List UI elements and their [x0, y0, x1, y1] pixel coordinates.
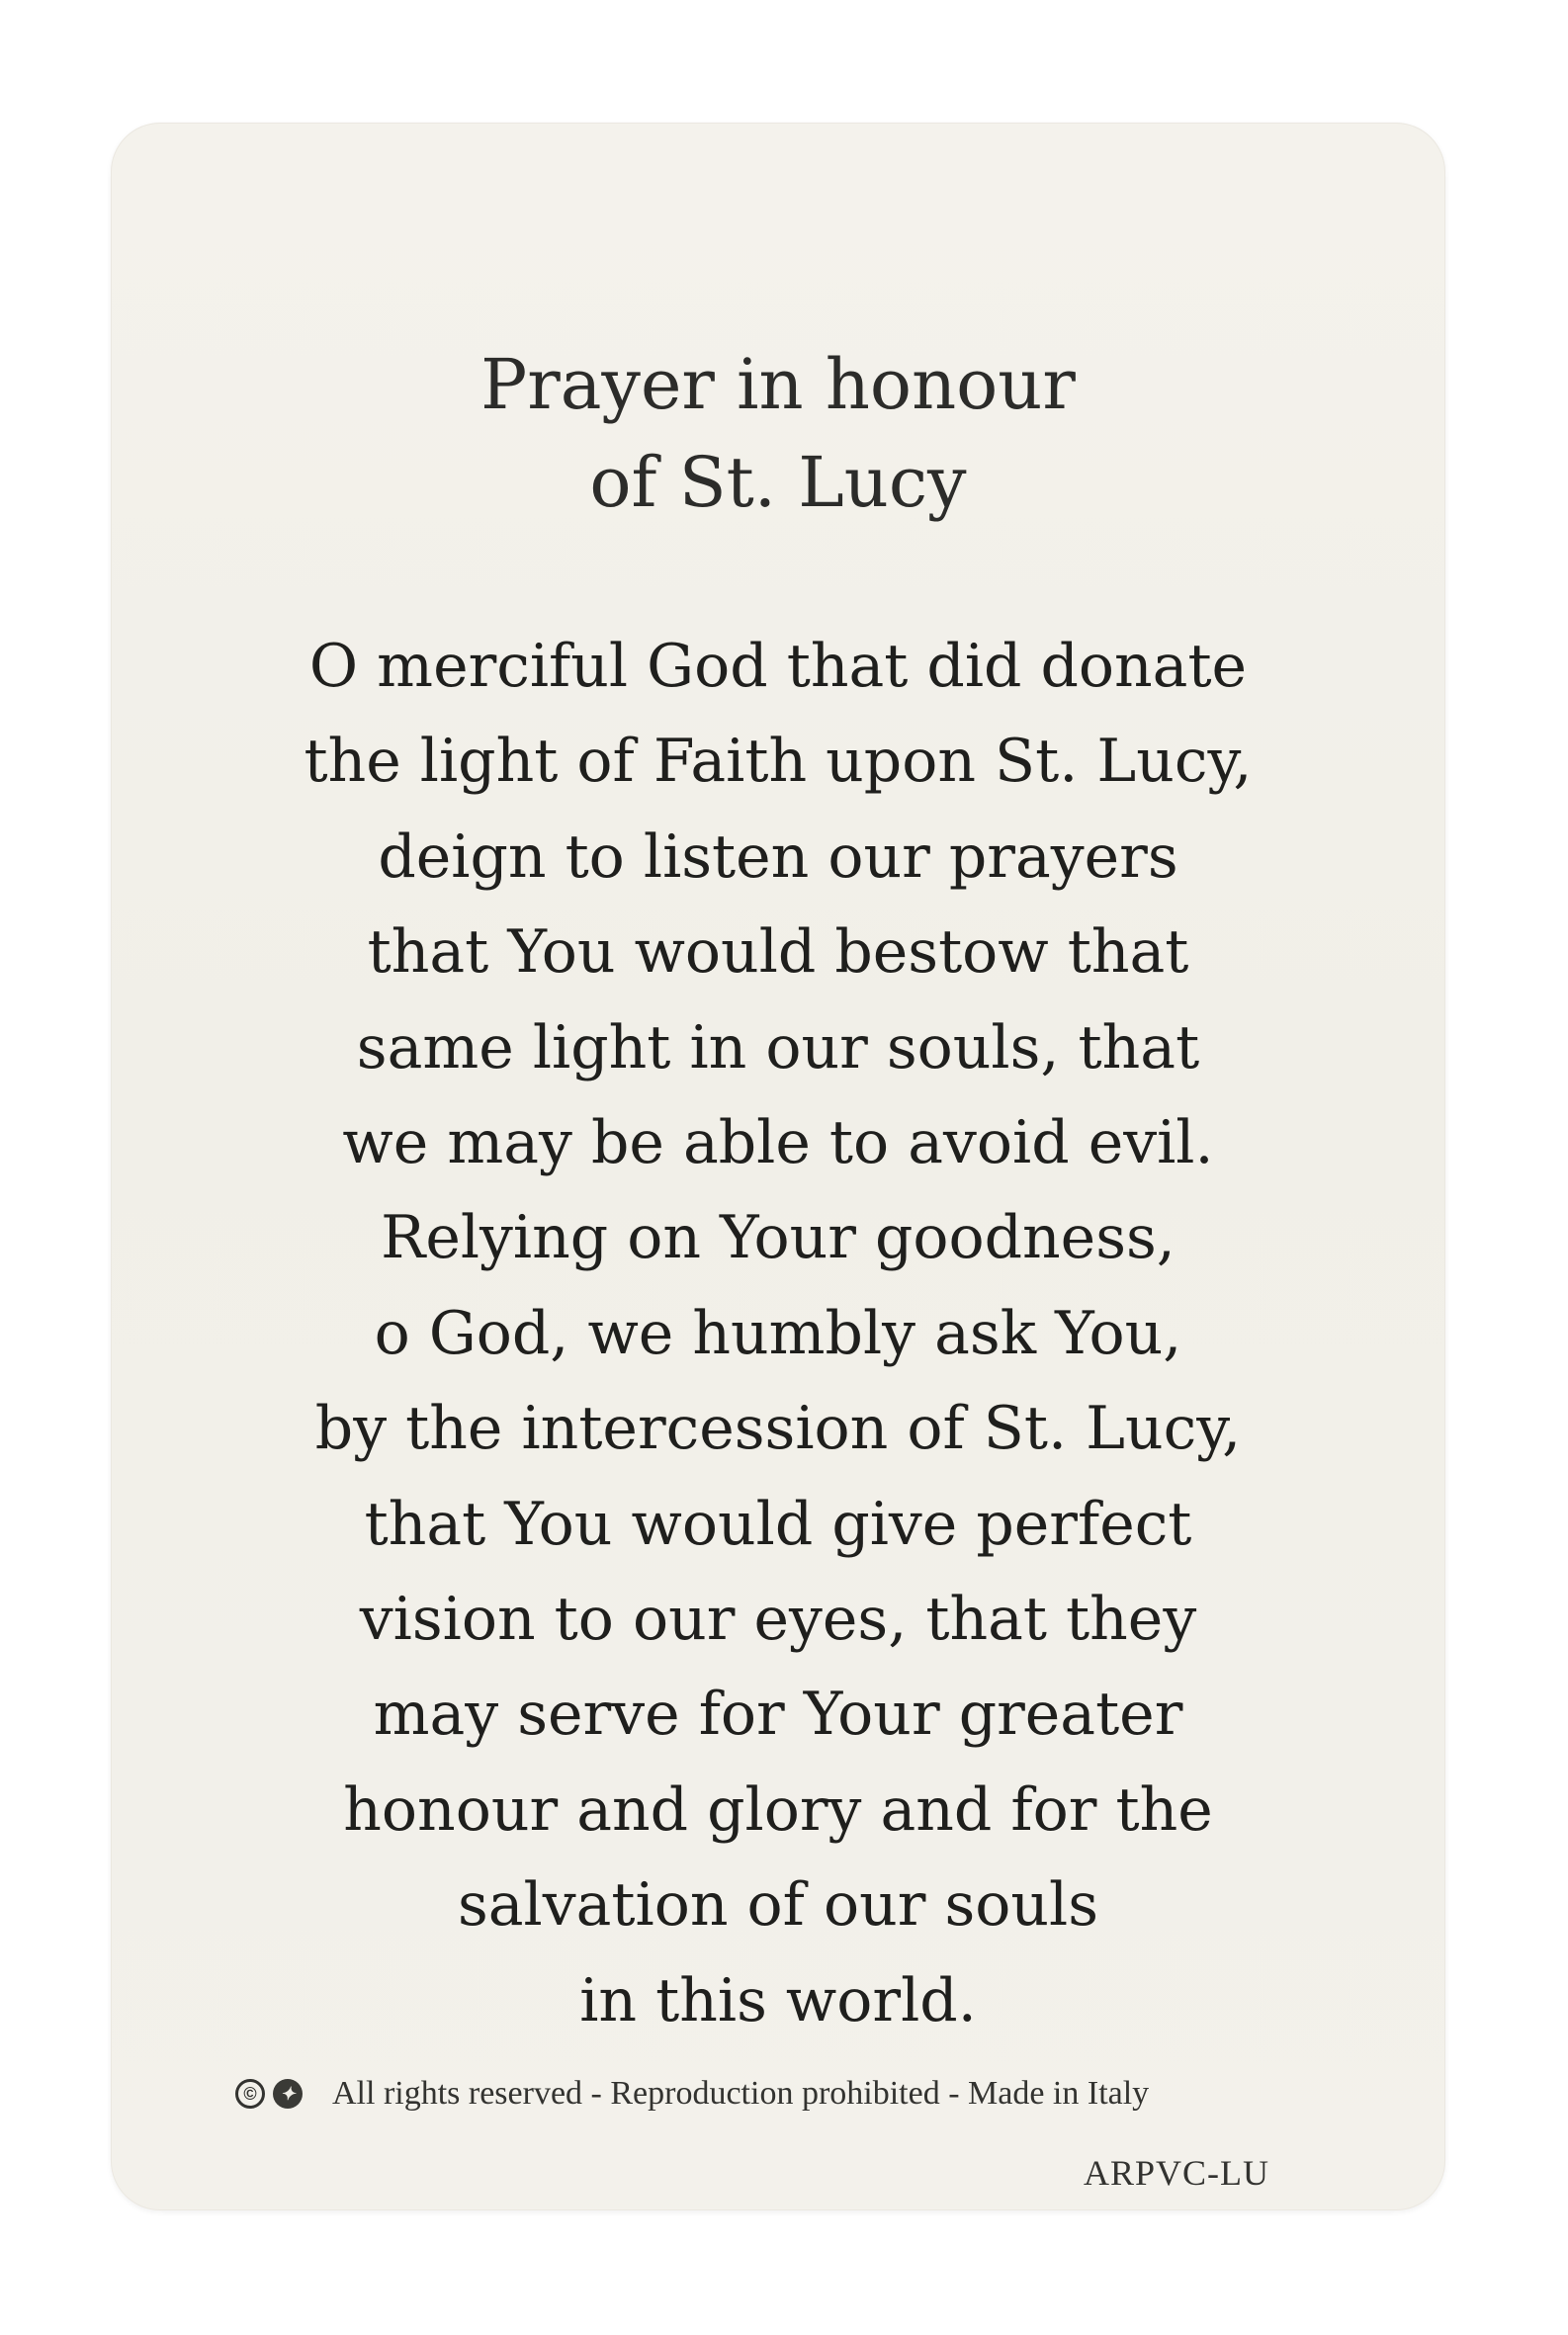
prayer-line: may serve for Your greater [373, 1680, 1183, 1750]
publisher-logo-icon: ✦ [273, 2079, 303, 2109]
prayer-line: that You would give perfect [364, 1489, 1192, 1559]
prayer-line: vision to our eyes, that they [359, 1585, 1197, 1655]
prayer-line: deign to listen our prayers [378, 822, 1178, 892]
title-line-2: of St. Lucy [589, 442, 967, 523]
card-footer [235, 2074, 1149, 2114]
prayer-line: that You would bestow that [367, 917, 1189, 988]
prayer-text [111, 619, 1445, 2048]
prayer-title [111, 336, 1445, 532]
prayer-line: salvation of our souls [457, 1870, 1099, 1941]
title-line-1: Prayer in honour [480, 344, 1076, 425]
prayer-line: same light in our souls, that [356, 1012, 1200, 1082]
prayer-line: by the intercession of St. Lucy, [314, 1394, 1242, 1464]
prayer-line: O merciful God that did donate [308, 632, 1248, 701]
prayer-line: the light of Faith upon St. Lucy, [304, 727, 1253, 797]
prayer-line: honour and glory and for the [343, 1774, 1213, 1845]
prayer-card [111, 123, 1445, 2210]
prayer-line: we may be able to avoid evil. [342, 1108, 1214, 1178]
prayer-line: Relying on Your goodness, [381, 1203, 1176, 1273]
copyright-icon: © [235, 2079, 265, 2109]
prayer-line: o God, we humbly ask You, [374, 1298, 1182, 1368]
prayer-line: in this world. [579, 1965, 977, 2035]
product-code: ARPVC-LU [1083, 2153, 1269, 2193]
footer-rights-text: All rights reserved - Reproduction prohibited - Made in Italy [332, 2075, 1150, 2112]
